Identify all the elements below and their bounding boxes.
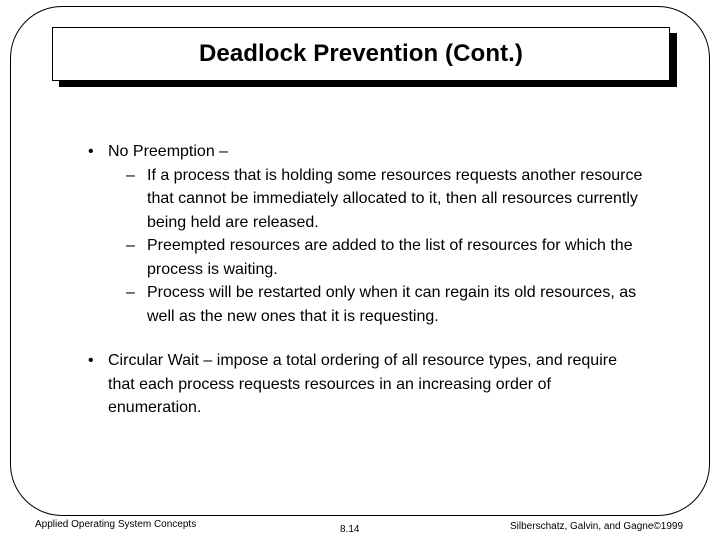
sub-item [108,281,648,328]
sub-item-text: Preempted resources are added to the list of resources for which the process is waiting. [147,237,633,278]
sub-item-text: Process will be restarted only when it can regain its old resources, as well as the new ones that it is requesting. [147,284,637,325]
dash-marker: – [126,284,135,301]
bullet-text: Circular Wait – impose a total ordering of all resource types, and require that each process requests resources in an increasing order of enumeration. [108,352,617,416]
slide-content [88,140,648,420]
bullet-dot: • [88,143,94,160]
sub-item [108,164,648,235]
dash-marker: – [126,166,135,184]
footer-course: Applied Operating System Concepts [35,519,197,530]
title-box [52,27,670,81]
bullet-no-preemption [88,140,648,164]
footer-copyright: Silberschatz, Galvin, and Gagne©1999 [510,521,684,532]
bullet-dot: • [88,352,94,369]
sub-item [108,234,648,281]
bullet-text: No Preemption – [108,143,229,160]
sub-list [88,164,648,329]
bullet-circular-wait [88,349,648,420]
sub-item-text: If a process that is holding some resources requests another resource that cannot be immediately allocated to it, then all resources currently being held are released. [147,166,643,231]
footer-page-number: 8.14 [340,524,360,535]
slide-title: Deadlock Prevention (Cont.) [198,40,524,67]
dash-marker: – [126,237,135,254]
